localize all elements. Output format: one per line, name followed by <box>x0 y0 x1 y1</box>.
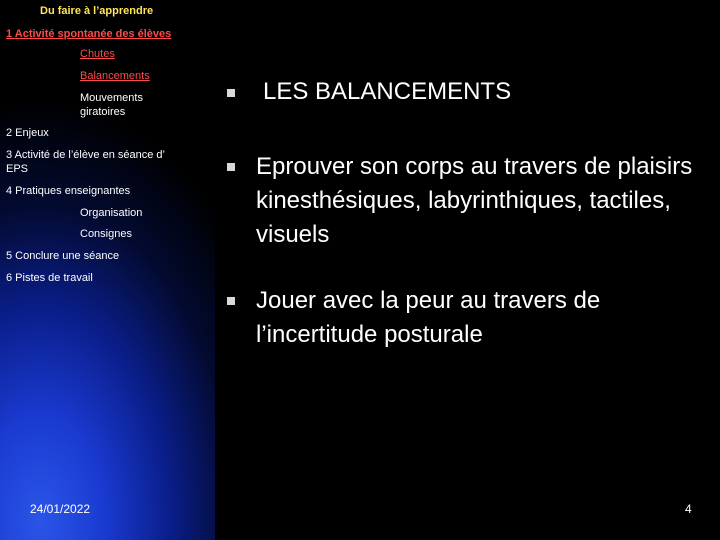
nav-item-conclure[interactable]: 5 Conclure une séance <box>6 250 120 262</box>
bullet-text-2: Jouer avec la peur au travers de l’incertitude posturale <box>256 287 601 348</box>
bullet-text-1: Eprouver son corps au travers de plaisirs kinesthésiques, labyrinthiques, tactiles, visuels <box>256 153 693 248</box>
bullet-square-icon <box>227 163 235 171</box>
nav-item-activite-eleve[interactable]: 3 Activité de l’élève en séance d’ EPS <box>6 149 165 175</box>
slide-date: 24/01/2022 <box>30 502 91 516</box>
nav-item-activite-spontanee[interactable]: 1 Activité spontanée des élèves <box>6 28 172 40</box>
bullet-square-icon <box>227 89 235 97</box>
nav-item-chutes[interactable]: Chutes <box>80 48 115 60</box>
nav-item-pistes[interactable]: 6 Pistes de travail <box>6 272 93 284</box>
slide-number: 4 <box>685 502 692 516</box>
nav-item-consignes[interactable]: Consignes <box>80 228 132 240</box>
nav-item-enjeux[interactable]: 2 Enjeux <box>6 127 49 139</box>
nav-item-mouvements-giratoires[interactable]: Mouvements giratoires <box>80 92 143 118</box>
slide-heading: LES BALANCEMENTS <box>263 78 512 105</box>
nav-item-balancements[interactable]: Balancements <box>80 70 150 82</box>
nav-item-organisation[interactable]: Organisation <box>80 207 143 219</box>
bullet-square-icon <box>227 297 235 305</box>
nav-title: Du faire à l’apprendre <box>40 5 154 17</box>
nav-item-pratiques-enseignantes[interactable]: 4 Pratiques enseignantes <box>6 185 131 197</box>
